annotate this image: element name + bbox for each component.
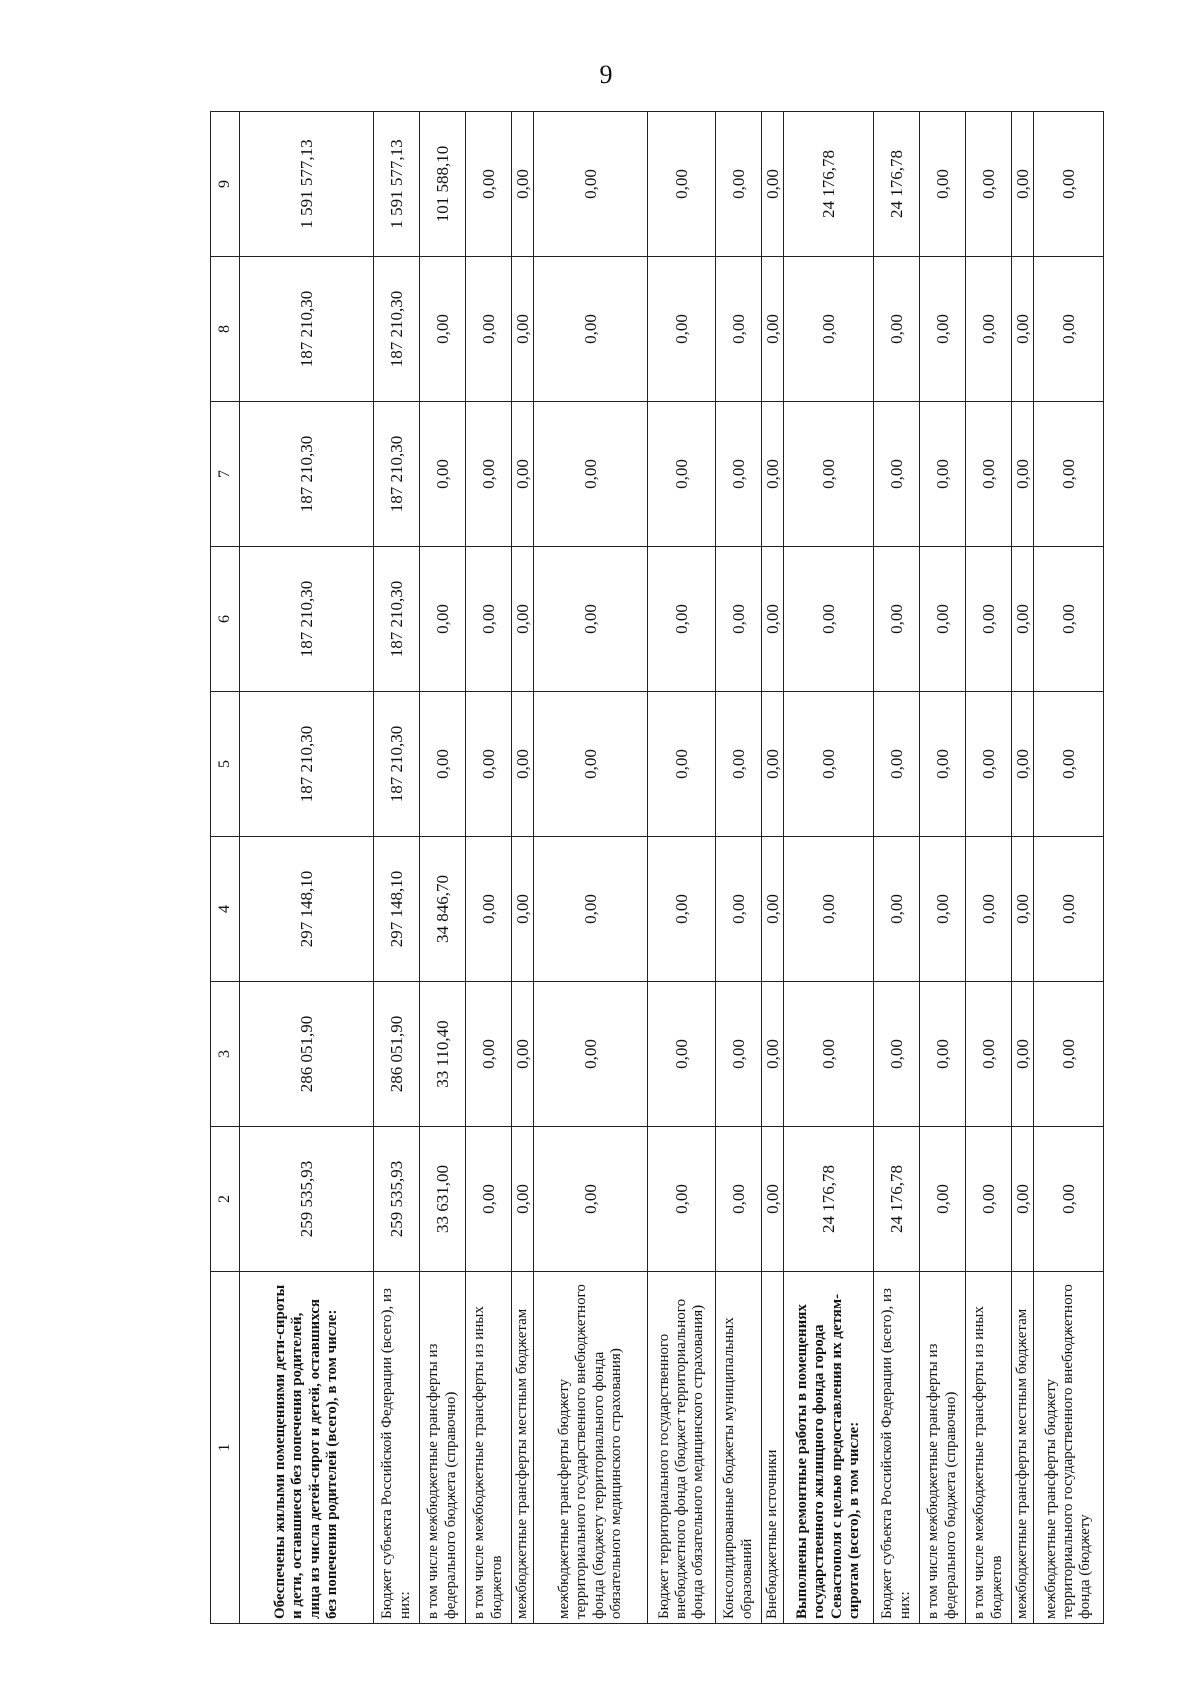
row-value-col-7: 0,00 bbox=[534, 402, 648, 547]
row-value-col-7: 0,00 bbox=[648, 402, 716, 547]
row-value-col-3: 0,00 bbox=[762, 982, 784, 1127]
row-value-col-4: 0,00 bbox=[1034, 837, 1104, 982]
budget-table bbox=[210, 111, 1104, 1624]
row-value-col-9: 0,00 bbox=[466, 112, 512, 257]
row-value-col-2: 0,00 bbox=[1012, 1127, 1034, 1272]
row-value-col-3: 0,00 bbox=[784, 982, 874, 1127]
table-row bbox=[716, 112, 762, 1624]
table-row bbox=[534, 112, 648, 1624]
row-value-col-8: 0,00 bbox=[966, 257, 1012, 402]
row-value-col-5: 0,00 bbox=[966, 692, 1012, 837]
row-value-col-8: 0,00 bbox=[466, 257, 512, 402]
row-value-col-4: 0,00 bbox=[512, 837, 534, 982]
row-value-col-3: 0,00 bbox=[534, 982, 648, 1127]
row-value-col-7: 187 210,30 bbox=[374, 402, 420, 547]
row-value-col-9: 0,00 bbox=[1012, 112, 1034, 257]
row-value-col-9: 0,00 bbox=[1034, 112, 1104, 257]
table-row bbox=[966, 112, 1012, 1624]
row-value-col-6: 0,00 bbox=[420, 547, 466, 692]
row-label: межбюджетные трансферты местным бюджетам bbox=[1012, 1272, 1034, 1624]
row-value-col-2: 24 176,78 bbox=[784, 1127, 874, 1272]
row-value-col-7: 0,00 bbox=[466, 402, 512, 547]
row-value-col-7: 0,00 bbox=[784, 402, 874, 547]
row-value-col-2: 0,00 bbox=[920, 1127, 966, 1272]
row-value-col-5: 0,00 bbox=[1012, 692, 1034, 837]
row-value-col-2: 0,00 bbox=[534, 1127, 648, 1272]
row-value-col-2: 259 535,93 bbox=[374, 1127, 420, 1272]
row-value-col-3: 286 051,90 bbox=[374, 982, 420, 1127]
row-value-col-7: 0,00 bbox=[420, 402, 466, 547]
row-value-col-8: 0,00 bbox=[420, 257, 466, 402]
row-value-col-6: 0,00 bbox=[466, 547, 512, 692]
row-value-col-3: 0,00 bbox=[966, 982, 1012, 1127]
row-value-col-3: 0,00 bbox=[920, 982, 966, 1127]
row-value-col-6: 0,00 bbox=[874, 547, 920, 692]
row-label: в том числе межбюджетные трансферты из федерального бюджета (справочно) bbox=[420, 1272, 466, 1624]
row-value-col-6: 0,00 bbox=[1034, 547, 1104, 692]
table-row bbox=[784, 112, 874, 1624]
row-value-col-4: 0,00 bbox=[1012, 837, 1034, 982]
row-value-col-6: 0,00 bbox=[784, 547, 874, 692]
row-label: в том числе межбюджетные трансферты из федерального бюджета (справочно) bbox=[920, 1272, 966, 1624]
row-value-col-6: 0,00 bbox=[512, 547, 534, 692]
row-value-col-6: 0,00 bbox=[920, 547, 966, 692]
table-row bbox=[420, 112, 466, 1624]
row-value-col-4: 297 148,10 bbox=[240, 837, 374, 982]
row-value-col-3: 0,00 bbox=[648, 982, 716, 1127]
row-value-col-5: 187 210,30 bbox=[374, 692, 420, 837]
row-value-col-2: 24 176,78 bbox=[874, 1127, 920, 1272]
column-header-2: 2 bbox=[211, 1127, 240, 1272]
row-label: Внебюджетные источники bbox=[762, 1272, 784, 1624]
row-value-col-5: 0,00 bbox=[716, 692, 762, 837]
row-value-col-2: 0,00 bbox=[512, 1127, 534, 1272]
row-label: Бюджет субъекта Российской Федерации (всего), из них: bbox=[374, 1272, 420, 1624]
row-label: Выполнены ремонтные работы в помещениях государственного жилищного фонда города Севастополя с целью предоставления их детям-сиротам (всего), в том числе: bbox=[784, 1272, 874, 1624]
column-header-4: 4 bbox=[211, 837, 240, 982]
row-value-col-9: 101 588,10 bbox=[420, 112, 466, 257]
row-value-col-5: 0,00 bbox=[1034, 692, 1104, 837]
row-value-col-8: 0,00 bbox=[534, 257, 648, 402]
row-value-col-9: 0,00 bbox=[512, 112, 534, 257]
row-value-col-8: 0,00 bbox=[1034, 257, 1104, 402]
row-value-col-9: 0,00 bbox=[716, 112, 762, 257]
row-value-col-3: 0,00 bbox=[874, 982, 920, 1127]
row-value-col-5: 0,00 bbox=[920, 692, 966, 837]
row-value-col-7: 0,00 bbox=[1012, 402, 1034, 547]
row-label: Бюджет территориального государственного внебюджетного фонда (бюджет территориального фонда обязательного медицинского страхования) bbox=[648, 1272, 716, 1624]
row-value-col-2: 0,00 bbox=[466, 1127, 512, 1272]
row-value-col-7: 0,00 bbox=[920, 402, 966, 547]
row-value-col-6: 0,00 bbox=[534, 547, 648, 692]
page-number: 9 bbox=[599, 60, 613, 89]
row-value-col-8: 187 210,30 bbox=[240, 257, 374, 402]
row-label: Обеспечены жилыми помещениями дети-сироты и дети, оставшиеся без попечения родителей, лица из числа детей-сирот и детей, оставшихся без попечения родителей (всего), в том числе: bbox=[240, 1272, 374, 1624]
row-value-col-9: 0,00 bbox=[920, 112, 966, 257]
row-value-col-3: 0,00 bbox=[1034, 982, 1104, 1127]
table-row bbox=[1034, 112, 1104, 1624]
row-value-col-5: 187 210,30 bbox=[240, 692, 374, 837]
row-value-col-5: 0,00 bbox=[420, 692, 466, 837]
column-header-6: 6 bbox=[211, 547, 240, 692]
column-header-7: 7 bbox=[211, 402, 240, 547]
table-header-row bbox=[211, 112, 240, 1624]
row-value-col-8: 0,00 bbox=[874, 257, 920, 402]
row-value-col-9: 0,00 bbox=[648, 112, 716, 257]
table-row bbox=[240, 112, 374, 1624]
row-value-col-9: 1 591 577,13 bbox=[240, 112, 374, 257]
row-value-col-8: 0,00 bbox=[762, 257, 784, 402]
row-value-col-9: 1 591 577,13 bbox=[374, 112, 420, 257]
table-body bbox=[240, 112, 1104, 1624]
row-value-col-6: 0,00 bbox=[648, 547, 716, 692]
row-value-col-8: 187 210,30 bbox=[374, 257, 420, 402]
table-row bbox=[920, 112, 966, 1624]
row-value-col-2: 0,00 bbox=[966, 1127, 1012, 1272]
row-value-col-9: 0,00 bbox=[534, 112, 648, 257]
column-header-3: 3 bbox=[211, 982, 240, 1127]
row-value-col-5: 0,00 bbox=[648, 692, 716, 837]
row-value-col-3: 0,00 bbox=[512, 982, 534, 1127]
row-value-col-4: 0,00 bbox=[920, 837, 966, 982]
row-value-col-5: 0,00 bbox=[874, 692, 920, 837]
column-header-9: 9 bbox=[211, 112, 240, 257]
table-row bbox=[466, 112, 512, 1624]
row-value-col-4: 0,00 bbox=[784, 837, 874, 982]
row-value-col-7: 0,00 bbox=[512, 402, 534, 547]
row-label: Бюджет субъекта Российской Федерации (всего), из них: bbox=[874, 1272, 920, 1624]
row-value-col-4: 0,00 bbox=[966, 837, 1012, 982]
row-value-col-3: 0,00 bbox=[466, 982, 512, 1127]
row-label: межбюджетные трансферты местным бюджетам bbox=[512, 1272, 534, 1624]
row-label: межбюджетные трансферты бюджету территориального государственного внебюджетного фонда (бюджету территориального фонда обязательного медицинского страхования) bbox=[534, 1272, 648, 1624]
row-value-col-4: 0,00 bbox=[762, 837, 784, 982]
row-value-col-6: 187 210,30 bbox=[240, 547, 374, 692]
row-value-col-3: 0,00 bbox=[716, 982, 762, 1127]
row-value-col-6: 0,00 bbox=[1012, 547, 1034, 692]
row-value-col-8: 0,00 bbox=[716, 257, 762, 402]
row-value-col-7: 0,00 bbox=[1034, 402, 1104, 547]
column-header-1: 1 bbox=[211, 1272, 240, 1624]
row-value-col-5: 0,00 bbox=[784, 692, 874, 837]
row-value-col-2: 259 535,93 bbox=[240, 1127, 374, 1272]
row-value-col-5: 0,00 bbox=[534, 692, 648, 837]
row-value-col-5: 0,00 bbox=[466, 692, 512, 837]
table-row bbox=[374, 112, 420, 1624]
row-value-col-3: 286 051,90 bbox=[240, 982, 374, 1127]
row-value-col-9: 0,00 bbox=[762, 112, 784, 257]
table-row bbox=[1012, 112, 1034, 1624]
row-value-col-2: 0,00 bbox=[762, 1127, 784, 1272]
row-value-col-4: 0,00 bbox=[648, 837, 716, 982]
row-value-col-4: 0,00 bbox=[716, 837, 762, 982]
row-value-col-8: 0,00 bbox=[512, 257, 534, 402]
table-row bbox=[512, 112, 534, 1624]
table-row bbox=[762, 112, 784, 1624]
row-value-col-2: 0,00 bbox=[648, 1127, 716, 1272]
row-value-col-5: 0,00 bbox=[762, 692, 784, 837]
row-value-col-2: 33 631,00 bbox=[420, 1127, 466, 1272]
row-value-col-6: 0,00 bbox=[966, 547, 1012, 692]
row-value-col-4: 34 846,70 bbox=[420, 837, 466, 982]
row-value-col-8: 0,00 bbox=[784, 257, 874, 402]
row-value-col-9: 24 176,78 bbox=[874, 112, 920, 257]
row-value-col-4: 0,00 bbox=[874, 837, 920, 982]
row-value-col-2: 0,00 bbox=[1034, 1127, 1104, 1272]
table-row bbox=[874, 112, 920, 1624]
table-row bbox=[648, 112, 716, 1624]
row-value-col-6: 187 210,30 bbox=[374, 547, 420, 692]
row-value-col-9: 0,00 bbox=[966, 112, 1012, 257]
row-value-col-9: 24 176,78 bbox=[784, 112, 874, 257]
row-value-col-7: 0,00 bbox=[874, 402, 920, 547]
rotated-table-inner bbox=[210, 112, 1094, 1624]
row-value-col-2: 0,00 bbox=[716, 1127, 762, 1272]
row-value-col-7: 0,00 bbox=[762, 402, 784, 547]
row-value-col-8: 0,00 bbox=[648, 257, 716, 402]
row-value-col-6: 0,00 bbox=[762, 547, 784, 692]
row-value-col-3: 0,00 bbox=[1012, 982, 1034, 1127]
row-value-col-4: 297 148,10 bbox=[374, 837, 420, 982]
column-header-5: 5 bbox=[211, 692, 240, 837]
row-value-col-7: 187 210,30 bbox=[240, 402, 374, 547]
row-value-col-7: 0,00 bbox=[716, 402, 762, 547]
column-header-8: 8 bbox=[211, 257, 240, 402]
row-label: в том числе межбюджетные трансферты из иных бюджетов bbox=[466, 1272, 512, 1624]
rotated-table-container bbox=[210, 112, 1094, 1624]
row-value-col-8: 0,00 bbox=[1012, 257, 1034, 402]
row-label: межбюджетные трансферты бюджету территориального государственного внебюджетного фонда (бюджету bbox=[1034, 1272, 1104, 1624]
row-value-col-5: 0,00 bbox=[512, 692, 534, 837]
row-value-col-7: 0,00 bbox=[966, 402, 1012, 547]
row-value-col-6: 0,00 bbox=[716, 547, 762, 692]
row-value-col-4: 0,00 bbox=[466, 837, 512, 982]
row-label: в том числе межбюджетные трансферты из иных бюджетов bbox=[966, 1272, 1012, 1624]
row-value-col-8: 0,00 bbox=[920, 257, 966, 402]
row-value-col-3: 33 110,40 bbox=[420, 982, 466, 1127]
row-label: Консолидированные бюджеты муниципальных образований bbox=[716, 1272, 762, 1624]
row-value-col-4: 0,00 bbox=[534, 837, 648, 982]
